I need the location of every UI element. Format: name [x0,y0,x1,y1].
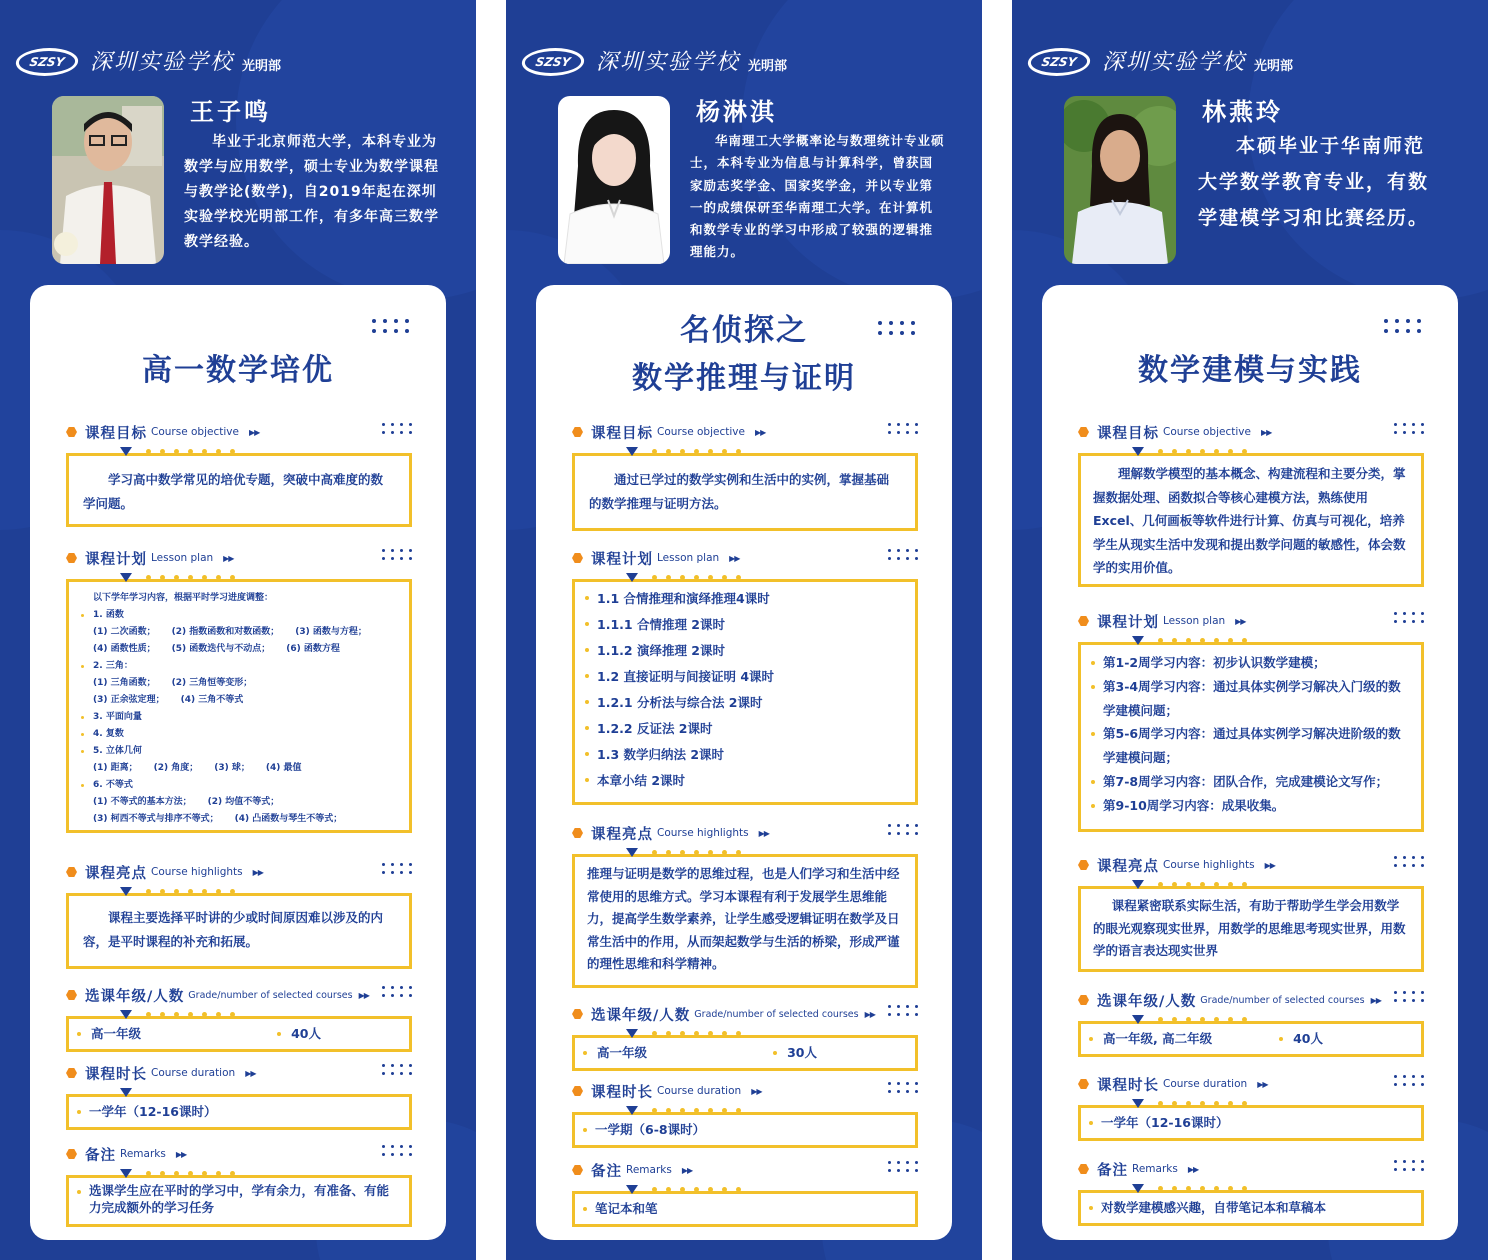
plan-item: 1.1.2 演绎推理 2课时 [585,638,905,664]
plan-subitem: (1) 不等式的基本方法； [93,797,192,807]
plan-subitem: (4) 三角不等式 [180,695,244,705]
section-subtitle: Course highlights [1163,859,1255,871]
plan-subitem-row [81,675,397,692]
plan-list [572,579,918,805]
dots-decoration [382,863,412,874]
section-duration [1078,1073,1424,1141]
triangle-icon [626,447,638,456]
school-branch: 光明部 [1254,59,1294,74]
course-card [1042,285,1458,1240]
triangle-icon [120,887,132,896]
school-badge: SZSY [1026,48,1093,76]
school-name: 深圳实验学校 [1102,50,1247,75]
section-subtitle: Grade/number of selected courses [1200,994,1365,1006]
poster-panel-3 [1012,0,1488,1260]
section-duration [572,1080,918,1148]
section-title: 课程计划 [85,551,147,568]
hexagon-icon [1078,1164,1089,1175]
teacher-name: 林燕玲 [1202,98,1283,126]
dots-decoration [1394,612,1424,623]
double-chevron-icon: ▶▶ [175,1149,187,1159]
dots-decoration [382,423,412,434]
section-title: 课程目标 [85,425,147,442]
section-subtitle: Course duration [1163,1078,1248,1090]
dots-decoration [382,1145,412,1156]
plan-item: 本章小结 2课时 [585,768,905,794]
plan-subitem: (2) 角度； [153,763,199,773]
hexagon-icon [1078,860,1089,871]
dots-decoration [888,824,918,835]
section-title: 课程目标 [591,425,653,442]
dots-decoration [1394,991,1424,1002]
section-highlights [1078,854,1424,972]
plan-list [81,607,397,828]
section-title: 课程时长 [591,1084,653,1101]
hexagon-icon [66,427,77,438]
count-value: 30人 [773,1041,817,1065]
plan-subitem: (1) 距离； [93,763,138,773]
hexagon-icon [66,867,77,878]
plan-subitem-row [81,811,397,828]
school-badge: SZSY [14,48,81,76]
course-title-line-2: 数学推理与证明 [632,361,856,396]
plan-item: 1. 函数 [81,607,397,624]
hexagon-icon [572,828,583,839]
hexagon-icon [572,1009,583,1020]
plan-subitem-row [81,624,397,641]
plan-subitem: (1) 二次函数； [93,627,156,637]
dots-decoration [1394,856,1424,867]
course-card [30,285,446,1240]
course-title: 数学建模与实践 [1138,353,1362,388]
section-subtitle: Course highlights [657,827,749,839]
section-objective [1078,421,1424,587]
school-branch: 光明部 [748,59,788,74]
teacher-photo [558,96,670,264]
section-title: 选课年级/人数 [1097,993,1197,1010]
hexagon-icon [66,990,77,1001]
section-title: 选课年级/人数 [85,988,185,1005]
plan-item: 第7-8周学习内容：团队合作，完成建模论文写作； [1091,770,1411,794]
triangle-icon [626,848,638,857]
double-chevron-icon: ▶▶ [1187,1164,1199,1174]
plan-subitem: (4) 凸函数与琴生不等式； [234,814,343,824]
school-logo [522,42,787,76]
school-name: 深圳实验学校 [90,50,235,75]
double-chevron-icon: ▶▶ [1260,427,1272,437]
plan-item: 1.2.1 分析法与综合法 2课时 [585,690,905,716]
plan-subitem-row [81,692,397,709]
section-subtitle: Remarks [120,1148,166,1160]
plan-subitem: (4) 函数性质； [93,644,156,654]
section-subtitle: Remarks [626,1164,672,1176]
double-chevron-icon: ▶▶ [681,1165,693,1175]
plan-subitem-row [81,760,397,777]
double-chevron-icon: ▶▶ [252,867,263,877]
triangle-icon [120,447,132,456]
triangle-icon [1132,1015,1144,1024]
plan-item: 2. 三角： [81,658,397,675]
poster-panel-1 [0,0,476,1260]
dots-decoration [1394,1075,1424,1086]
section-plan [1078,610,1424,832]
grade-value: 高一年级, 高二年级 [1089,1027,1212,1051]
count-value: 40人 [277,1022,321,1046]
school-branch: 光明部 [242,59,282,74]
plan-subitem-row [81,641,397,658]
section-subtitle: Lesson plan [151,552,214,564]
dots-decoration [888,423,918,434]
dots-decoration [1394,423,1424,434]
teacher-photo [1064,96,1176,264]
school-logo [1028,42,1293,76]
dots-decoration [382,1064,412,1075]
hexagon-icon [1078,616,1089,627]
section-plan [572,547,918,805]
plan-box [66,579,412,833]
section-subtitle: Lesson plan [657,552,720,564]
teacher-bio: 华南理工大学概率论与数理统计专业硕士，本科专业为信息与计算科学，曾获国家励志奖学金、国家奖学金，并以专业第一的成绩保研至华南理工大学。在计算机和数学专业的学习中形成了较强的逻辑推理能力。 [690,133,945,260]
section-grade [66,984,412,1052]
section-title: 课程亮点 [85,865,147,882]
remarks-text: 对数学建模感兴趣，自带笔记本和草稿本 [1089,1196,1413,1220]
plan-item: 第1-2周学习内容：初步认识数学建模； [1091,651,1411,675]
triangle-icon [120,1010,132,1019]
plan-subitem: (3) 函数与方程； [295,627,367,637]
highlights-text: 推理与证明是数学的思维过程，也是人们学习和生活中经常使用的思维方式。学习本课程有利于发展学生思维能力，提高学生数学素养，让学生感受逻辑证明在数学及日常生活中的作用，从而架起数学与生活的桥梁，形成严谨的理性思维和科学精神。 [587,866,900,971]
plan-subitem: (3) 正余弦定理； [93,695,165,705]
triangle-icon [626,1106,638,1115]
double-chevron-icon: ▶▶ [758,828,769,838]
grade-value: 高一年级 [583,1041,647,1065]
plan-item: 1.1.1 合情推理 2课时 [585,612,905,638]
plan-subitem: (2) 指数函数和对数函数； [171,627,280,637]
plan-subitem: (3) 柯西不等式与排序不等式； [93,814,219,824]
section-objective [66,421,412,527]
section-highlights [572,822,918,988]
triangle-icon [1132,1184,1144,1193]
plan-subitem-row [81,794,397,811]
hexagon-icon [1078,995,1089,1006]
double-chevron-icon: ▶▶ [248,427,260,437]
plan-list [1078,642,1424,832]
section-subtitle: Course highlights [151,866,243,878]
section-grade [1078,989,1424,1057]
double-chevron-icon: ▶▶ [864,1009,875,1019]
plan-item: 6. 不等式 [81,777,397,794]
triangle-icon [120,573,132,582]
double-chevron-icon: ▶▶ [1235,616,1246,626]
dots-decoration [888,1005,918,1016]
plan-subitem: (5) 函数迭代与不动点； [171,644,271,654]
course-title-line-1: 名侦探之 [680,313,808,348]
school-logo [16,42,281,76]
section-title: 课程亮点 [1097,858,1159,875]
plan-item: 1.3 数学归纳法 2课时 [585,742,905,768]
dots-decoration [382,549,412,560]
double-chevron-icon: ▶▶ [751,1086,762,1096]
section-subtitle: Lesson plan [1163,615,1226,627]
section-title: 课程计划 [1097,614,1159,631]
plan-subitem: (3) 球； [214,763,250,773]
section-subtitle: Course objective [151,426,239,438]
dots-decoration [382,986,412,997]
triangle-icon [626,1185,638,1194]
section-title: 课程目标 [1097,425,1159,442]
plan-subitem: (4) 最值 [265,763,302,773]
section-subtitle: Grade/number of selected courses [188,989,353,1001]
plan-item: 第5-6周学习内容：通过具体实例学习解决进阶级的数学建模问题； [1091,722,1411,770]
section-duration [66,1062,412,1130]
objective-text: 理解数学模型的基本概念、构建流程和主要分类，掌握数据处理、函数拟合等核心建模方法，熟练使用Excel、几何画板等软件进行计算、仿真与可视化，培养学生从现实生活中发现和提出数学问题的敏感性，体会数学的实用价值。 [1093,466,1406,575]
triangle-icon [120,1088,132,1097]
plan-item: 3. 平面向量 [81,709,397,726]
remarks-text: 选课学生应在平时的学习中，学有余力，有准备、有能力完成额外的学习任务 [77,1180,401,1216]
section-title: 课程时长 [1097,1077,1159,1094]
poster-panel-2 [506,0,982,1260]
teacher-bio: 毕业于北京师范大学，本科专业为数学与应用数学，硕士专业为数学课程与教学论(数学)，自2019年起在深圳实验学校光明部工作，有多年高三数学教学经验。 [184,134,439,250]
hexagon-icon [572,1165,583,1176]
school-badge: SZSY [520,48,587,76]
section-title: 课程计划 [591,551,653,568]
plan-intro: 以下学年学习内容，根据平时学习进度调整： [93,593,274,603]
double-chevron-icon: ▶▶ [223,553,234,563]
triangle-icon [120,1169,132,1178]
school-name: 深圳实验学校 [596,50,741,75]
duration-value: 一学年（12-16课时） [1089,1111,1413,1135]
section-title: 备注 [591,1163,622,1180]
hexagon-icon [1078,427,1089,438]
triangle-icon [626,1029,638,1038]
dots-decoration [1394,1160,1424,1171]
section-subtitle: Remarks [1132,1163,1178,1175]
section-title: 课程时长 [85,1066,147,1083]
dots-decoration [1384,319,1422,333]
course-card [536,285,952,1240]
plan-subitem: (1) 三角函数； [93,678,156,688]
hexagon-icon [572,427,583,438]
plan-item: 5. 立体几何 [81,743,397,760]
section-title: 课程亮点 [591,826,653,843]
double-chevron-icon: ▶▶ [1370,995,1381,1005]
plan-item: 4. 复数 [81,726,397,743]
plan-subitem: (2) 均值不等式； [207,797,280,807]
section-remarks [1078,1158,1424,1226]
double-chevron-icon: ▶▶ [1264,860,1275,870]
hexagon-icon [1078,1079,1089,1090]
section-remarks [66,1143,412,1227]
triangle-icon [626,573,638,582]
duration-value: 一学年（12-16课时） [77,1100,401,1124]
course-title: 高一数学培优 [142,353,334,388]
double-chevron-icon: ▶▶ [1257,1079,1268,1089]
section-subtitle: Course objective [1163,426,1251,438]
plan-subitem: (6) 函数方程 [286,644,340,654]
teacher-photo [52,96,164,264]
double-chevron-icon: ▶▶ [729,553,740,563]
teacher-bio: 本硕毕业于华南师范大学数学教育专业，有数学建模学习和比赛经历。 [1198,135,1430,229]
dots-decoration [888,549,918,560]
count-value: 40人 [1279,1027,1323,1051]
grade-value: 高一年级 [77,1022,141,1046]
double-chevron-icon: ▶▶ [358,990,369,1000]
teacher-name: 杨淋淇 [696,98,777,126]
triangle-icon [1132,1099,1144,1108]
hexagon-icon [66,1149,77,1160]
double-chevron-icon: ▶▶ [245,1068,256,1078]
hexagon-icon [66,1068,77,1079]
duration-value: 一学期（6-8课时） [583,1118,907,1142]
section-remarks [572,1159,918,1227]
hexagon-icon [572,553,583,564]
section-subtitle: Course duration [151,1067,236,1079]
triangle-icon [1132,880,1144,889]
section-subtitle: Course objective [657,426,745,438]
plan-item: 第9-10周学习内容：成果收集。 [1091,794,1411,818]
section-subtitle: Course duration [657,1085,742,1097]
section-highlights [66,861,412,969]
objective-text: 学习高中数学常见的培优专题，突破中高难度的数学问题。 [83,472,384,511]
double-chevron-icon: ▶▶ [754,427,766,437]
plan-item: 1.2.2 反证法 2课时 [585,716,905,742]
section-objective [572,421,918,531]
hexagon-icon [66,553,77,564]
plan-subitem: (2) 三角恒等变形； [171,678,253,688]
dots-decoration [888,1161,918,1172]
section-title: 备注 [1097,1162,1128,1179]
section-title: 选课年级/人数 [591,1007,691,1024]
highlights-text: 课程主要选择平时讲的少或时间原因难以涉及的内容，是平时课程的补充和拓展。 [83,910,384,949]
remarks-text: 笔记本和笔 [583,1197,907,1221]
triangle-icon [1132,636,1144,645]
plan-item: 1.2 直接证明与间接证明 4课时 [585,664,905,690]
objective-text: 通过已学过的数学实例和生活中的实例，掌握基础的数学推理与证明方法。 [589,472,890,511]
plan-item: 1.1 合情推理和演绎推理4课时 [585,586,905,612]
dots-decoration [888,1082,918,1093]
triangle-icon [1132,447,1144,456]
highlights-text: 课程紧密联系实际生活，有助于帮助学生学会用数学的眼光观察现实世界，用数学的思维思考现实世界，用数学的语言表达现实世界 [1093,898,1406,958]
plan-item: 第3-4周学习内容：通过具体实例学习解决入门级的数学建模问题； [1091,675,1411,723]
dots-decoration [372,319,410,333]
teacher-name: 王子鸣 [190,98,271,126]
section-plan [66,547,412,833]
hexagon-icon [572,1086,583,1097]
section-subtitle: Grade/number of selected courses [694,1008,859,1020]
section-title: 备注 [85,1147,116,1164]
section-grade [572,1003,918,1071]
